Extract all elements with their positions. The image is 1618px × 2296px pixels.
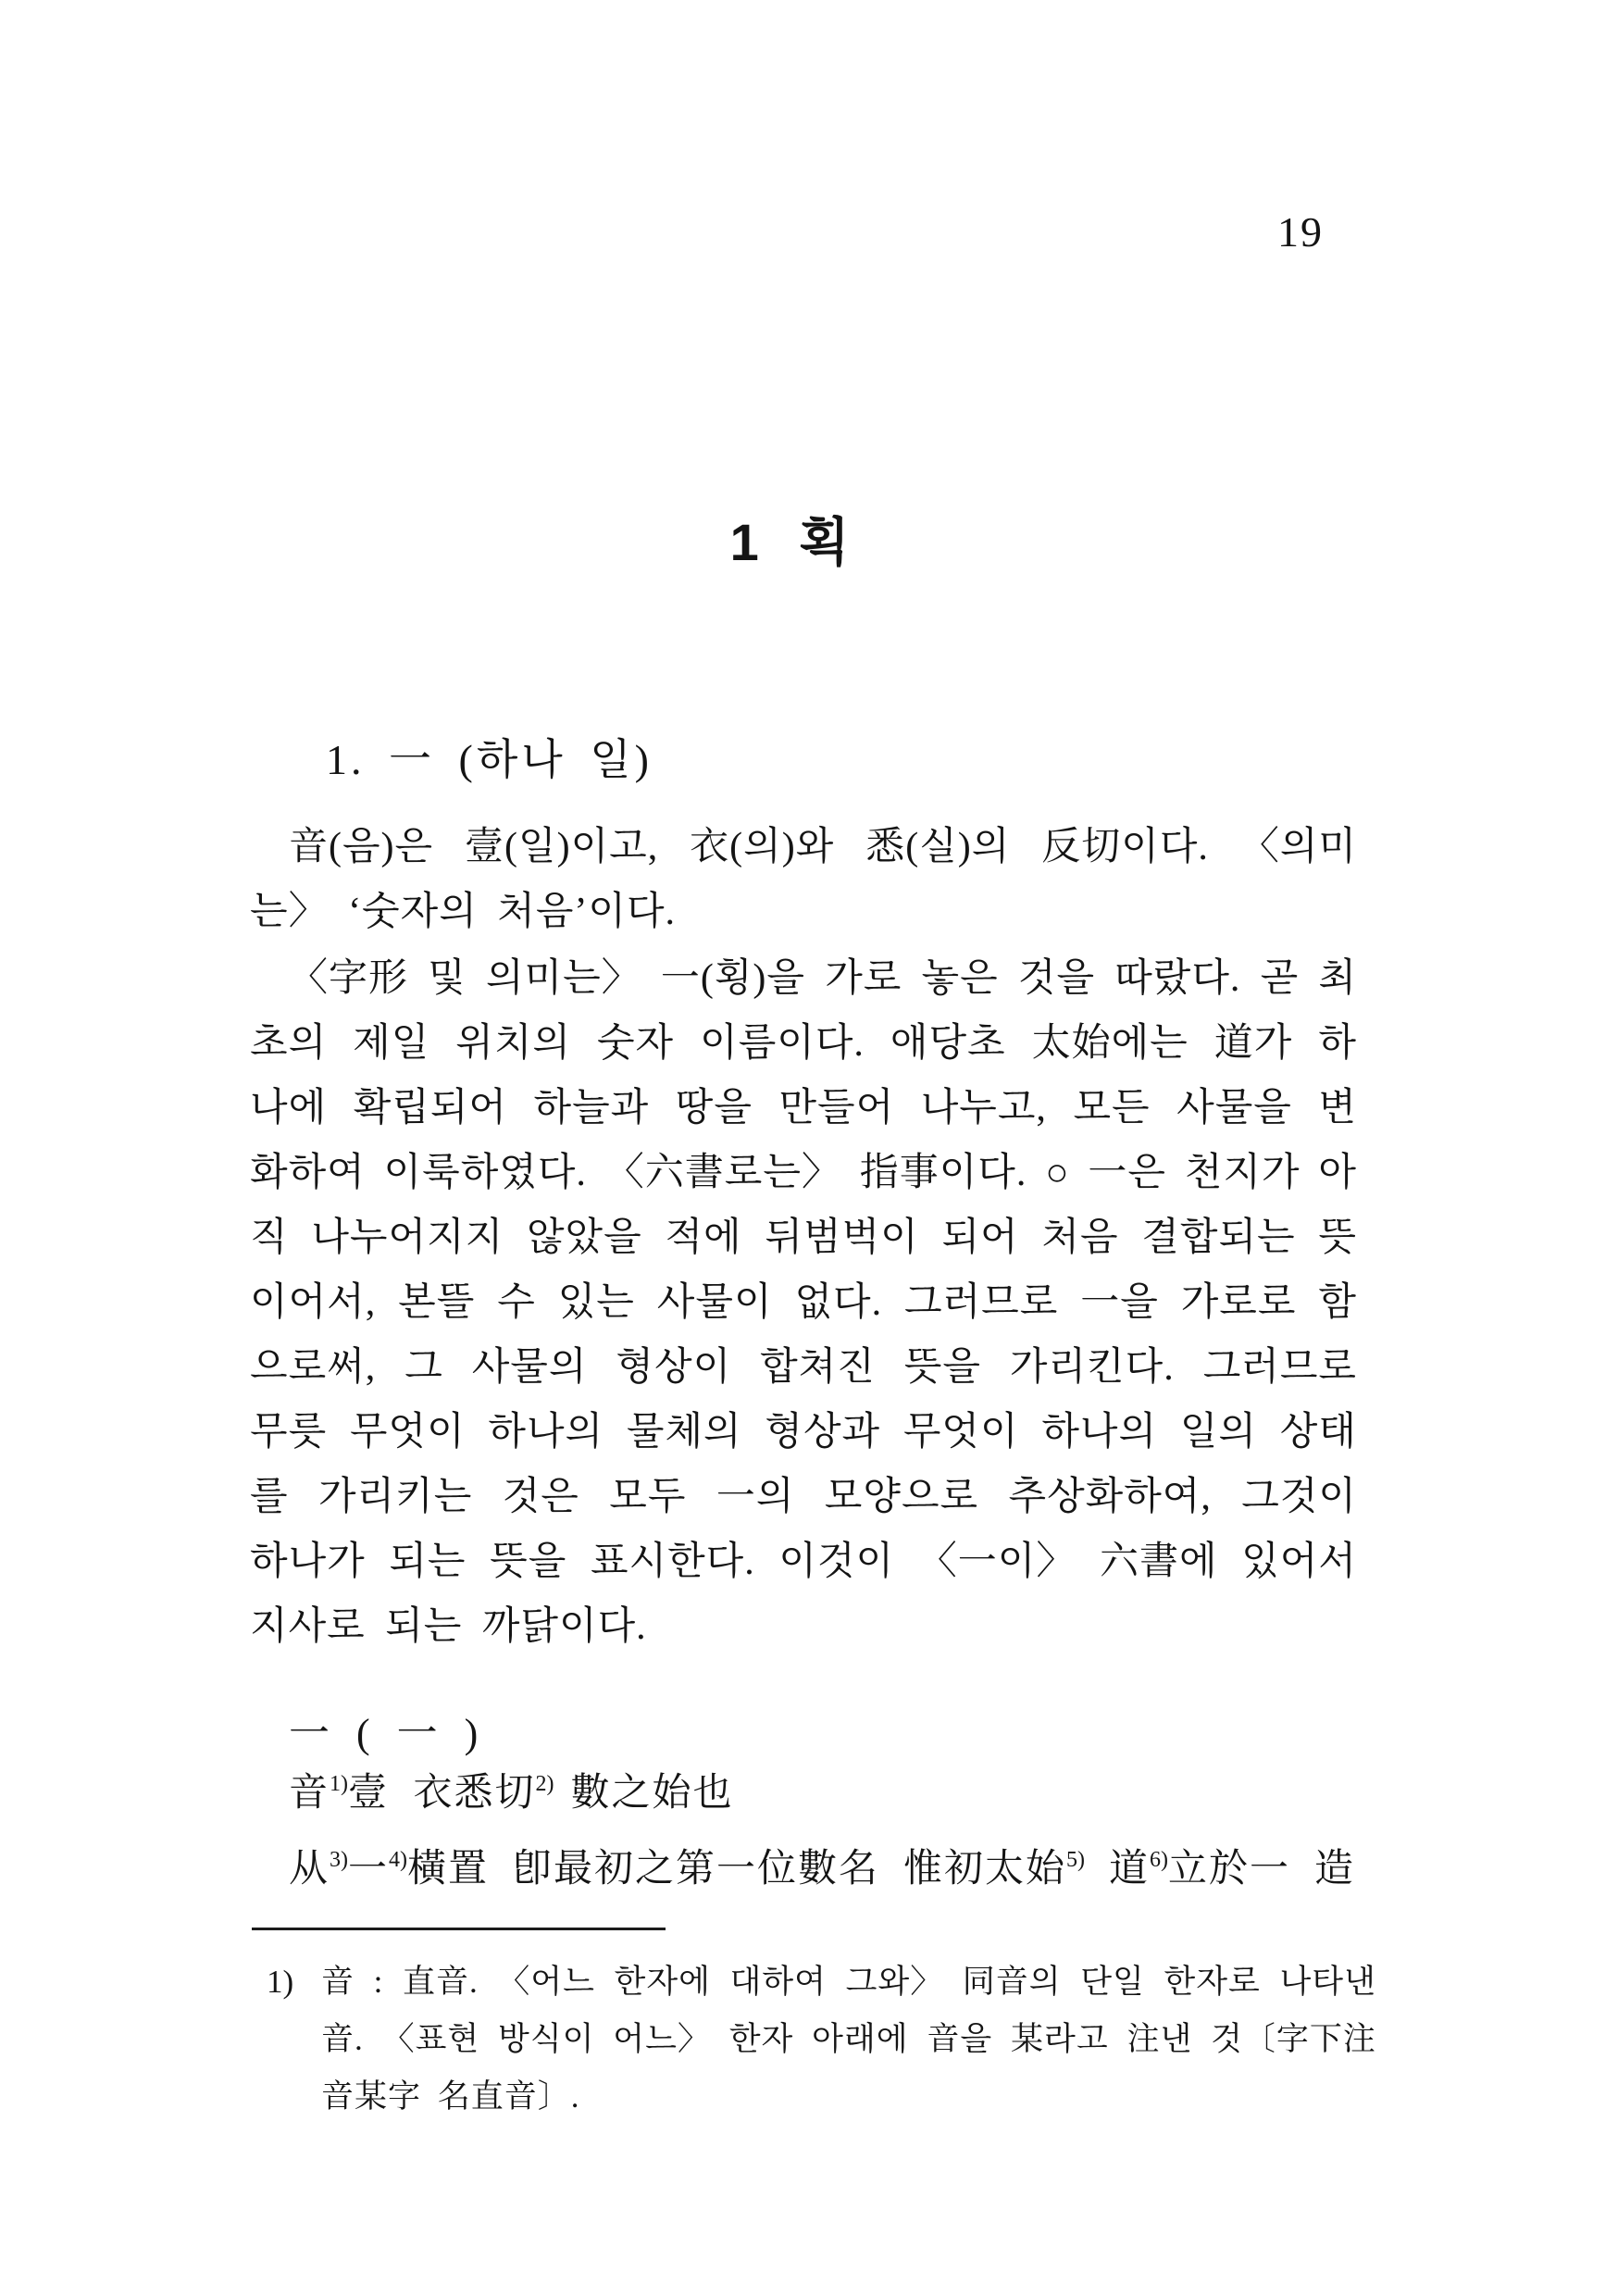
word: 가로 — [825, 957, 902, 1000]
text-line — [250, 1465, 1357, 1529]
word: 이룩하였다. — [383, 1152, 587, 1194]
hanja-text: 立於一 — [1168, 1848, 1291, 1890]
word: 최 — [1318, 957, 1357, 1000]
word: 적에 — [665, 1217, 742, 1259]
word: 형상과 — [765, 1411, 881, 1454]
word: 표시한다. — [590, 1541, 755, 1583]
section-heading: 1. 一 (하나 일) — [326, 736, 653, 783]
hanja-text: 惟初太始 — [903, 1848, 1067, 1890]
word: 某라고 — [1011, 2021, 1109, 2057]
word: 따랐다. — [1114, 957, 1241, 1000]
word: 그러므로 — [904, 1281, 1059, 1324]
word: 애당초 — [890, 1022, 1006, 1065]
word: 형상이 — [616, 1346, 732, 1389]
word: 音을 — [927, 2021, 993, 2057]
word: 同音의 — [962, 1964, 1062, 2000]
word: 이것이 — [778, 1541, 895, 1583]
word: 놓은 — [921, 957, 999, 1000]
word: 무릇 — [250, 1411, 328, 1454]
word: 곧 — [1260, 957, 1300, 1000]
word: 太始에는 — [1031, 1022, 1189, 1065]
word: 衣(의)와 — [690, 826, 835, 868]
word: 〈一이〉 — [917, 1541, 1077, 1583]
word: 〈표현 — [381, 2021, 480, 2057]
word: ○ — [1045, 1152, 1070, 1194]
word: 상태 — [1279, 1411, 1357, 1454]
word: 화하여 — [250, 1152, 366, 1194]
word: 있는 — [557, 1281, 635, 1324]
footnote-line — [321, 2011, 1376, 2068]
word: 〈의미 — [1239, 826, 1357, 868]
text-line: 지사로 되는 까닭이다. — [250, 1605, 647, 1648]
footnote-ref-2: 2) — [535, 1772, 554, 1796]
word: 一을 — [1080, 1281, 1159, 1324]
page-number: 19 — [1277, 208, 1324, 256]
word: 아 — [1318, 1152, 1357, 1194]
text-line — [250, 1141, 1357, 1205]
hanja-text: 道 — [1108, 1848, 1150, 1890]
word: 나타낸 — [1279, 1964, 1376, 2000]
word: 나누어지지 — [311, 1217, 504, 1259]
word: 사물의 — [471, 1346, 588, 1389]
word: 그와〉 — [845, 1964, 944, 2000]
hanja-text: 音 — [289, 1772, 330, 1815]
entry-gloss-line — [289, 1837, 1355, 1902]
word: 가로로 — [1180, 1281, 1297, 1324]
word: 壹(일)이고, — [465, 826, 659, 868]
word: 이어서, — [250, 1281, 377, 1324]
footnote-ref-1: 1) — [330, 1772, 349, 1796]
hanja-text: 數之始也 — [570, 1772, 734, 1815]
paragraph-main — [250, 946, 1357, 1659]
word: 아래에 — [812, 2021, 909, 2057]
word: 방식이 — [498, 2021, 595, 2057]
word: 모양으로 — [824, 1476, 979, 1518]
word: 없다. — [794, 1281, 883, 1324]
text-line — [250, 1400, 1357, 1465]
word: 가리키는 — [317, 1476, 473, 1518]
word: 만들어 — [778, 1087, 895, 1129]
word: 指事이다. — [859, 1152, 1027, 1194]
word: 一(횡)을 — [660, 957, 805, 1000]
hanja-text: 壹 衣悉切 — [348, 1772, 536, 1815]
text-line — [250, 1529, 1357, 1594]
word: : — [373, 1964, 384, 2000]
word: 音(음)은 — [289, 826, 434, 868]
text-line — [250, 1270, 1357, 1335]
word: 反切이다. — [1041, 826, 1209, 868]
gloss-segment — [289, 1837, 489, 1902]
text-line — [250, 815, 1357, 880]
footnote-ref-4: 4) — [389, 1848, 408, 1872]
word: 의미는〉 — [485, 957, 641, 1000]
word: 注낸 — [1126, 2021, 1193, 2057]
word: 道가 — [1214, 1022, 1293, 1065]
hanja-text: 从 — [289, 1848, 330, 1890]
word: 되는 — [389, 1541, 467, 1583]
word: 悉(실)의 — [865, 826, 1011, 868]
word: 결합되는 — [1141, 1217, 1296, 1259]
word: 〈字形 — [289, 957, 409, 1000]
word: 위치의 — [455, 1022, 571, 1065]
word: 하나의 — [488, 1411, 604, 1454]
text-line: 는〉 ‘숫자의 처음’이다. — [250, 891, 677, 933]
word: 합쳐진 — [760, 1346, 876, 1389]
word: 제일 — [353, 1022, 430, 1065]
word: 〈어느 — [497, 1964, 595, 2000]
hanja-text: 一 — [348, 1848, 390, 1890]
word: 본뜰 — [398, 1281, 476, 1324]
word: 뒤범벅이 — [765, 1217, 919, 1259]
word: 音 — [321, 1964, 355, 2000]
word: 一의 — [716, 1476, 795, 1518]
word: 한자 — [728, 2021, 794, 2057]
word: 뜻을 — [490, 1541, 567, 1583]
footnote-block — [321, 1953, 1376, 2126]
paragraph-intro — [250, 815, 1357, 944]
footnote-ref-5: 5) — [1066, 1848, 1086, 1872]
text-line — [250, 1076, 1357, 1141]
word: 하늘과 — [533, 1087, 650, 1129]
word: 처음 — [1041, 1217, 1119, 1259]
footnote-line: 音某字 名直音〕. — [321, 2078, 580, 2115]
word: 초의 — [250, 1022, 328, 1065]
word: 그러므로 — [1202, 1346, 1357, 1389]
entry-headword: 一 ( 一 ) — [289, 1711, 484, 1756]
word: 모든 — [1073, 1087, 1151, 1129]
gloss-segment — [903, 1837, 1085, 1902]
word: 나에 — [250, 1087, 328, 1129]
word: 변 — [1318, 1087, 1357, 1129]
word: 확립되어 — [353, 1087, 507, 1129]
word: 그 — [404, 1346, 443, 1389]
word: 뜻을 — [903, 1346, 981, 1389]
footnote-separator — [252, 1928, 666, 1930]
footnote-marker: 1) — [267, 1964, 294, 2000]
text-line — [250, 1011, 1357, 1076]
word: 것〔字下注 — [1211, 2021, 1376, 2057]
word: 수 — [497, 1281, 536, 1324]
word: 숫자 — [596, 1022, 675, 1065]
footnote-ref-6: 6) — [1150, 1848, 1168, 1872]
word: 하 — [1318, 1022, 1357, 1065]
word: 뜻 — [1318, 1217, 1357, 1259]
word: 모두 — [609, 1476, 687, 1518]
gloss-segment: 卽最初之第一位數名 — [513, 1848, 880, 1890]
word: 나누고, — [920, 1087, 1047, 1129]
word: 물체의 — [626, 1411, 742, 1454]
footnote-ref-3: 3) — [330, 1848, 349, 1872]
word: 一은 — [1088, 1152, 1166, 1194]
footnote-line — [321, 1953, 1376, 2011]
word: 으로써, — [250, 1346, 377, 1389]
word: 이름이다. — [700, 1022, 865, 1065]
word: 하나가 — [250, 1541, 366, 1583]
word: 것을 — [1017, 957, 1096, 1000]
word: 것은 — [502, 1476, 579, 1518]
word: 대하여 — [729, 1964, 827, 2000]
word: 되어 — [941, 1217, 1019, 1259]
word: 단일 — [1080, 1964, 1145, 2000]
word: 그것이 — [1241, 1476, 1357, 1518]
gloss-segment — [1109, 1837, 1290, 1902]
chapter-title: 1 획 — [729, 513, 863, 571]
word: 하나의 — [1041, 1411, 1158, 1454]
word: 무엇이 — [902, 1411, 1019, 1454]
word: 땅을 — [675, 1087, 753, 1129]
text-line — [250, 1205, 1357, 1270]
text-line — [250, 946, 1357, 1011]
word: 어느〉 — [613, 2021, 711, 2057]
word: 않았을 — [526, 1217, 642, 1259]
word: 무엇이 — [349, 1411, 466, 1454]
gloss-segment: 造 — [1313, 1848, 1355, 1890]
word: 가리킨다. — [1009, 1346, 1175, 1389]
word: 사물을 — [1176, 1087, 1292, 1129]
word: 추상화하여, — [1008, 1476, 1212, 1518]
word: 직 — [250, 1217, 289, 1259]
word: 한자에 — [614, 1964, 711, 2000]
word: 〈六書로는〉 — [604, 1152, 841, 1194]
text-line — [250, 1335, 1357, 1400]
word: 함 — [1318, 1281, 1357, 1324]
word: 천지가 — [1184, 1152, 1301, 1194]
hanja-text: 橫置 — [407, 1848, 490, 1890]
word: 六書에 — [1099, 1541, 1218, 1583]
word: 사물이 — [656, 1281, 773, 1324]
entry-sound-line — [289, 1761, 734, 1826]
word: 音. — [321, 2021, 364, 2057]
word: 및 — [428, 957, 467, 1000]
word: 直音. — [402, 1964, 479, 2000]
word: 일의 — [1179, 1411, 1257, 1454]
word: 있어서 — [1241, 1541, 1357, 1583]
word: 한자로 — [1164, 1964, 1261, 2000]
word: 를 — [250, 1476, 289, 1518]
